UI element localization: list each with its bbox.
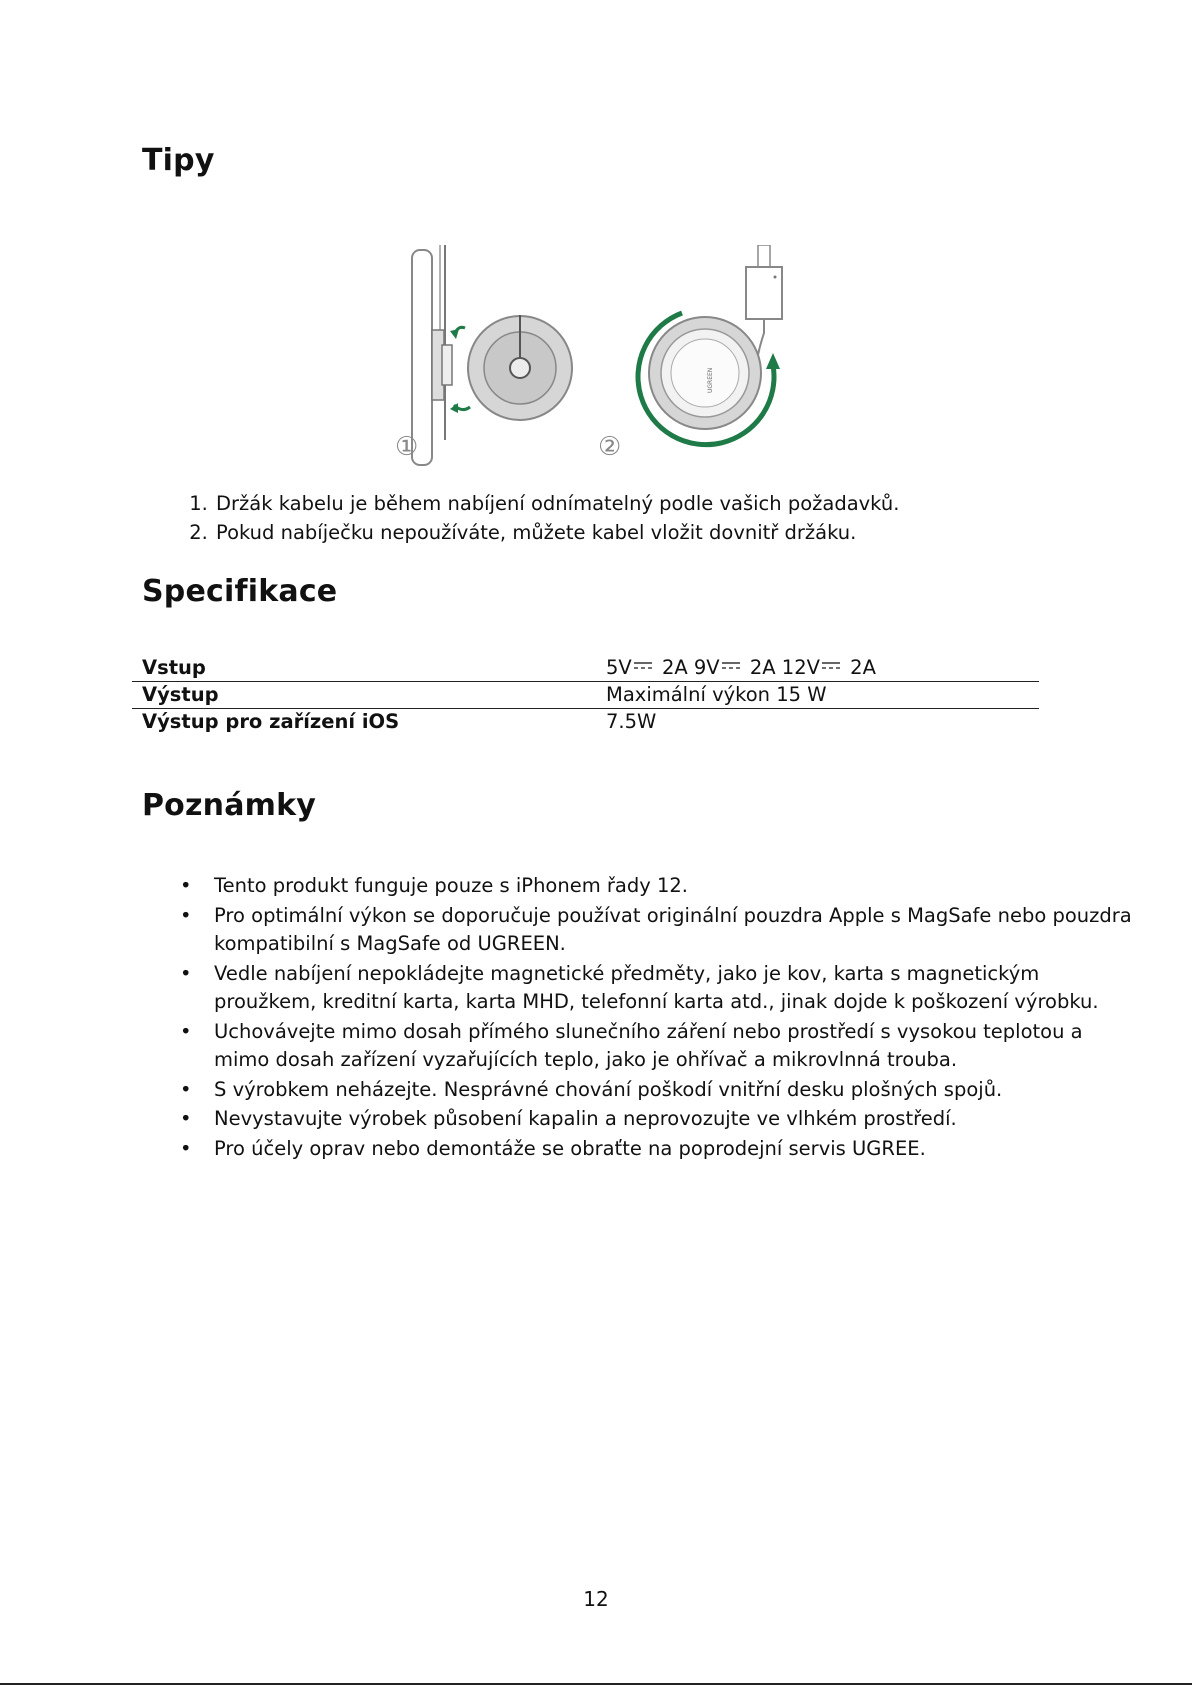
tips-list [142,490,899,547]
spec-row-input [132,655,1039,682]
spec-label: Vstup [132,655,596,682]
notes-heading: Poznámky [142,788,317,823]
step2-marker: ② [598,432,622,462]
dc-symbol-icon [721,661,741,671]
step1-marker: ① [395,432,419,462]
charger-holder-illustration [360,245,850,470]
dc-symbol-icon [821,661,841,671]
note-item: • Vedle nabíjení nepokládejte magnetické předměty, jako je kov, karta s magnetickým proužkem, kreditní karta, karta MHD, telefonní karta atd., jinak dojde k poškození výrobku. [214,960,1134,1017]
note-item: • S výrobkem neházejte. Nesprávné chování poškodí vnitřní desku plošných spojů. [214,1076,1134,1105]
spec-value-part: 2A 9V [661,656,720,679]
tip-item: 2. Pokud nabíječku nepoužíváte, můžete kabel vložit dovnitř držáku. [214,519,899,548]
spec-value-input [596,655,1039,682]
notes-list [142,872,1134,1164]
note-item: • Pro účely oprav nebo demontáže se obraťte na poprodejní servis UGREE. [214,1135,1134,1164]
specification-table [132,655,1039,735]
spec-value-part: 2A 12V [749,656,820,679]
spec-value-part: 5V [606,656,632,679]
spec-value: 7.5W [606,710,657,733]
note-item: • Tento produkt funguje pouze s iPhonem řady 12. [214,872,1134,901]
tips-heading: Tipy [142,143,215,178]
note-item: • Uchovávejte mimo dosah přímého slunečního záření nebo prostředí s vysokou teplotou a mimo dosah zařízení vyzařujících teplo, jako je ohřívač a mikrovlnná trouba. [214,1018,1134,1075]
step2-illustration [638,245,782,445]
charger-brand-label: UGREEN [707,367,714,393]
tip-item: 1. Držák kabelu je během nabíjení odnímatelný podle vašich požadavků. [214,490,899,519]
spec-value: Maximální výkon 15 W [596,682,1039,709]
spec-row-ios-output [132,709,1039,736]
dc-symbol-icon [633,661,653,671]
note-item: • Nevystavujte výrobek působení kapalin a neprovozujte ve vlhkém prostředí. [214,1105,1134,1134]
spec-label: Výstup [132,682,596,709]
specification-heading: Specifikace [142,574,338,609]
step1-illustration [412,245,572,465]
spec-row-output [132,682,1039,709]
spec-value-part: 2A [850,656,876,679]
page-number: 12 [583,1587,609,1611]
note-item: • Pro optimální výkon se doporučuje používat originální pouzdra Apple s MagSafe nebo pouzdra kompatibilní s MagSafe od UGREEN. [214,902,1134,959]
spec-label: Výstup pro zařízení iOS [142,710,400,733]
